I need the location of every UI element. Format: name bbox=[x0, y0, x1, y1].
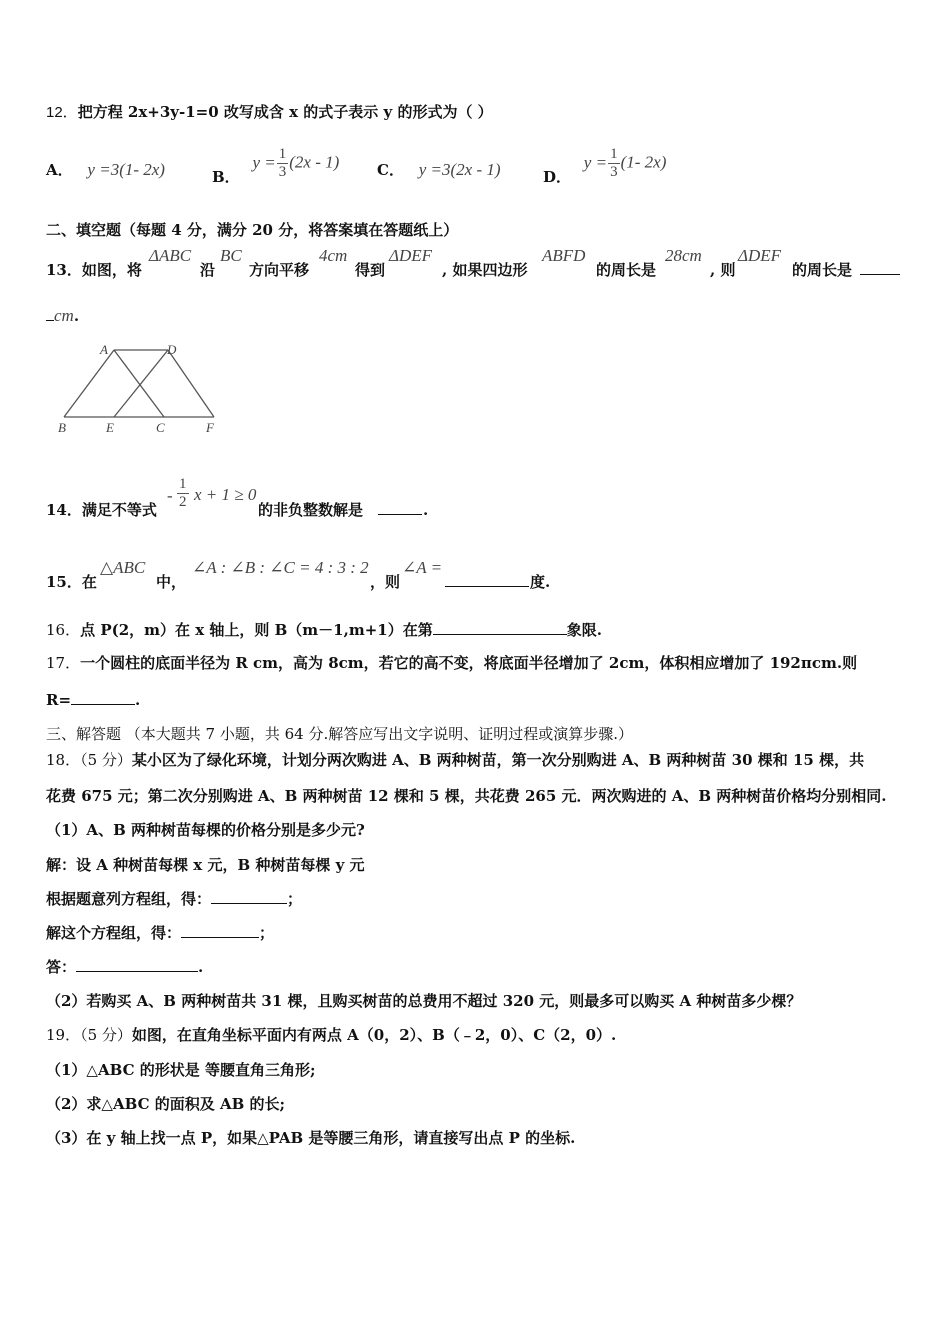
q18-line1: 18．（5 分）某小区为了绿化环境，计划分两次购进 A、B 两种树苗，第一次分别购进 A、B 两种树苗 30 棵和 15 棵，共 bbox=[46, 751, 865, 769]
q18-answer-blank[interactable] bbox=[76, 957, 198, 972]
q13-line2: cm. bbox=[46, 306, 79, 326]
q18-solve-blank[interactable] bbox=[181, 923, 259, 938]
q18-sub2: （2）若购买 A、B 两种树苗共 31 棵，且购买树苗的总费用不超过 320 元，则最多可以购买 A 种树苗多少棵？ bbox=[46, 992, 802, 1010]
q12-stem bbox=[46, 102, 493, 123]
label-e: E bbox=[106, 420, 114, 435]
section2-heading: 二、填空题（每题 4 分，满分 20 分，将答案填在答题纸上） bbox=[46, 221, 459, 239]
q19-line1: 19．（5 分）如图，在直角坐标平面内有两点 A（0，2）、B（﹣2，0）、C（2，0）. bbox=[46, 1026, 617, 1044]
q19-sub2: （2）求△ABC 的面积及 AB 的长; bbox=[46, 1095, 286, 1113]
q12-text: 把方程 2x+3y-1=0 改写成含 x 的式子表示 y 的形式为（ ） bbox=[77, 103, 493, 121]
q18-sub1: （1）A、B 两种树苗每棵的价格分别是多少元? bbox=[46, 821, 365, 839]
label-f: F bbox=[206, 420, 214, 435]
q12-option-a[interactable]: A． y =3(1- 2x) bbox=[46, 160, 165, 179]
q12-options bbox=[46, 146, 906, 186]
q17-line2: R= . bbox=[46, 691, 141, 709]
q14-stem: 14．满足不等式 - $\frac{1}{2}$ x + 1 ≥ 0 的非负整数解是 . bbox=[46, 476, 429, 519]
q15-ratio: ∠A : ∠B : ∠C = 4 : 3 : 2 bbox=[192, 558, 369, 577]
segment-df bbox=[168, 350, 214, 417]
q13-stem: 13．如图，将 ΔABC 沿 BC 方向平移 4cm 得到 ΔDEF , 如果四边形 ABFD 的周长是 28cm , 则 ΔDEF 的周长是 bbox=[46, 250, 906, 286]
q19-sub3: （3）在 y 轴上找一点 P，如果△PAB 是等腰三角形，请直接写出点 P 的坐标. bbox=[46, 1129, 576, 1147]
section3-heading: 三、解答题 （本大题共 7 小题，共 64 分.解答应写出文字说明、证明过程或演算步骤.） bbox=[46, 725, 634, 743]
q14-inequality: x + 1 ≥ 0 bbox=[194, 485, 257, 504]
q12-option-c[interactable]: C． y =3(2x - 1) bbox=[377, 160, 501, 179]
q13-figure bbox=[54, 340, 234, 436]
q12-option-d-fraction: $\frac{1}{3}$ bbox=[610, 146, 618, 180]
label-c: C bbox=[156, 420, 165, 435]
q19-sub1: （1）△ABC 的形状是 等腰直角三角形; bbox=[46, 1061, 316, 1079]
q14-answer-blank[interactable] bbox=[378, 500, 422, 515]
q16-stem: 16．点 P(2，m）在 x 轴上，则 B（m－1,m+1）在第 象限. bbox=[46, 621, 602, 639]
q14-fraction: $\frac{1}{2}$ bbox=[179, 476, 187, 510]
q18-solution: 解：设 A 种树苗每棵 x 元，B 种树苗每棵 y 元 bbox=[46, 856, 365, 874]
q16-answer-blank[interactable] bbox=[433, 620, 567, 635]
segment-ab bbox=[64, 350, 114, 417]
q13-answer-blank-cont[interactable] bbox=[46, 306, 54, 321]
q18-equation-blank[interactable] bbox=[211, 889, 287, 904]
q18-equation: 根据题意列方程组，得： ； bbox=[46, 890, 303, 908]
label-d: D bbox=[167, 342, 177, 357]
label-b: B bbox=[58, 420, 66, 435]
q12-number: 12． bbox=[46, 104, 78, 121]
q17-answer-blank[interactable] bbox=[71, 690, 135, 705]
q13-answer-blank[interactable] bbox=[860, 260, 900, 275]
q12-option-b-fraction: $\frac{1}{3}$ bbox=[278, 146, 287, 180]
q15-answer-blank[interactable] bbox=[445, 572, 529, 587]
q18-solve: 解这个方程组，得： ； bbox=[46, 924, 275, 942]
q12-option-b[interactable]: B． y = $\frac{1}{3}$ (2x - 1) bbox=[212, 146, 340, 186]
q17-stem: 17．一个圆柱的底面半径为 R cm，高为 8cm，若它的高不变，将底面半径增加了 2cm，体积相应增加了 192πcm.则 bbox=[46, 654, 858, 672]
label-a: A bbox=[100, 342, 108, 357]
q13-triangle-abc: ΔABC bbox=[149, 246, 192, 265]
q12-option-d[interactable]: D． y = $\frac{1}{3}$ (1- 2x) bbox=[543, 146, 667, 186]
q18-answer: 答： . bbox=[46, 958, 204, 976]
q15-stem: 15．在 △ABC 中， ∠A : ∠B : ∠C = 4 : 3 : 2 ，则 ∠A = 度. bbox=[46, 558, 551, 591]
q12-option-a-expr: y =3(1- 2x) bbox=[87, 160, 165, 179]
q12-option-c-expr: y =3(2x - 1) bbox=[418, 160, 501, 179]
q18-line2: 花费 675 元；第二次分别购进 A、B 两种树苗 12 棵和 5 棵，共花费 265 元．两次购进的 A、B 两种树苗价格均分别相同. bbox=[46, 787, 887, 805]
